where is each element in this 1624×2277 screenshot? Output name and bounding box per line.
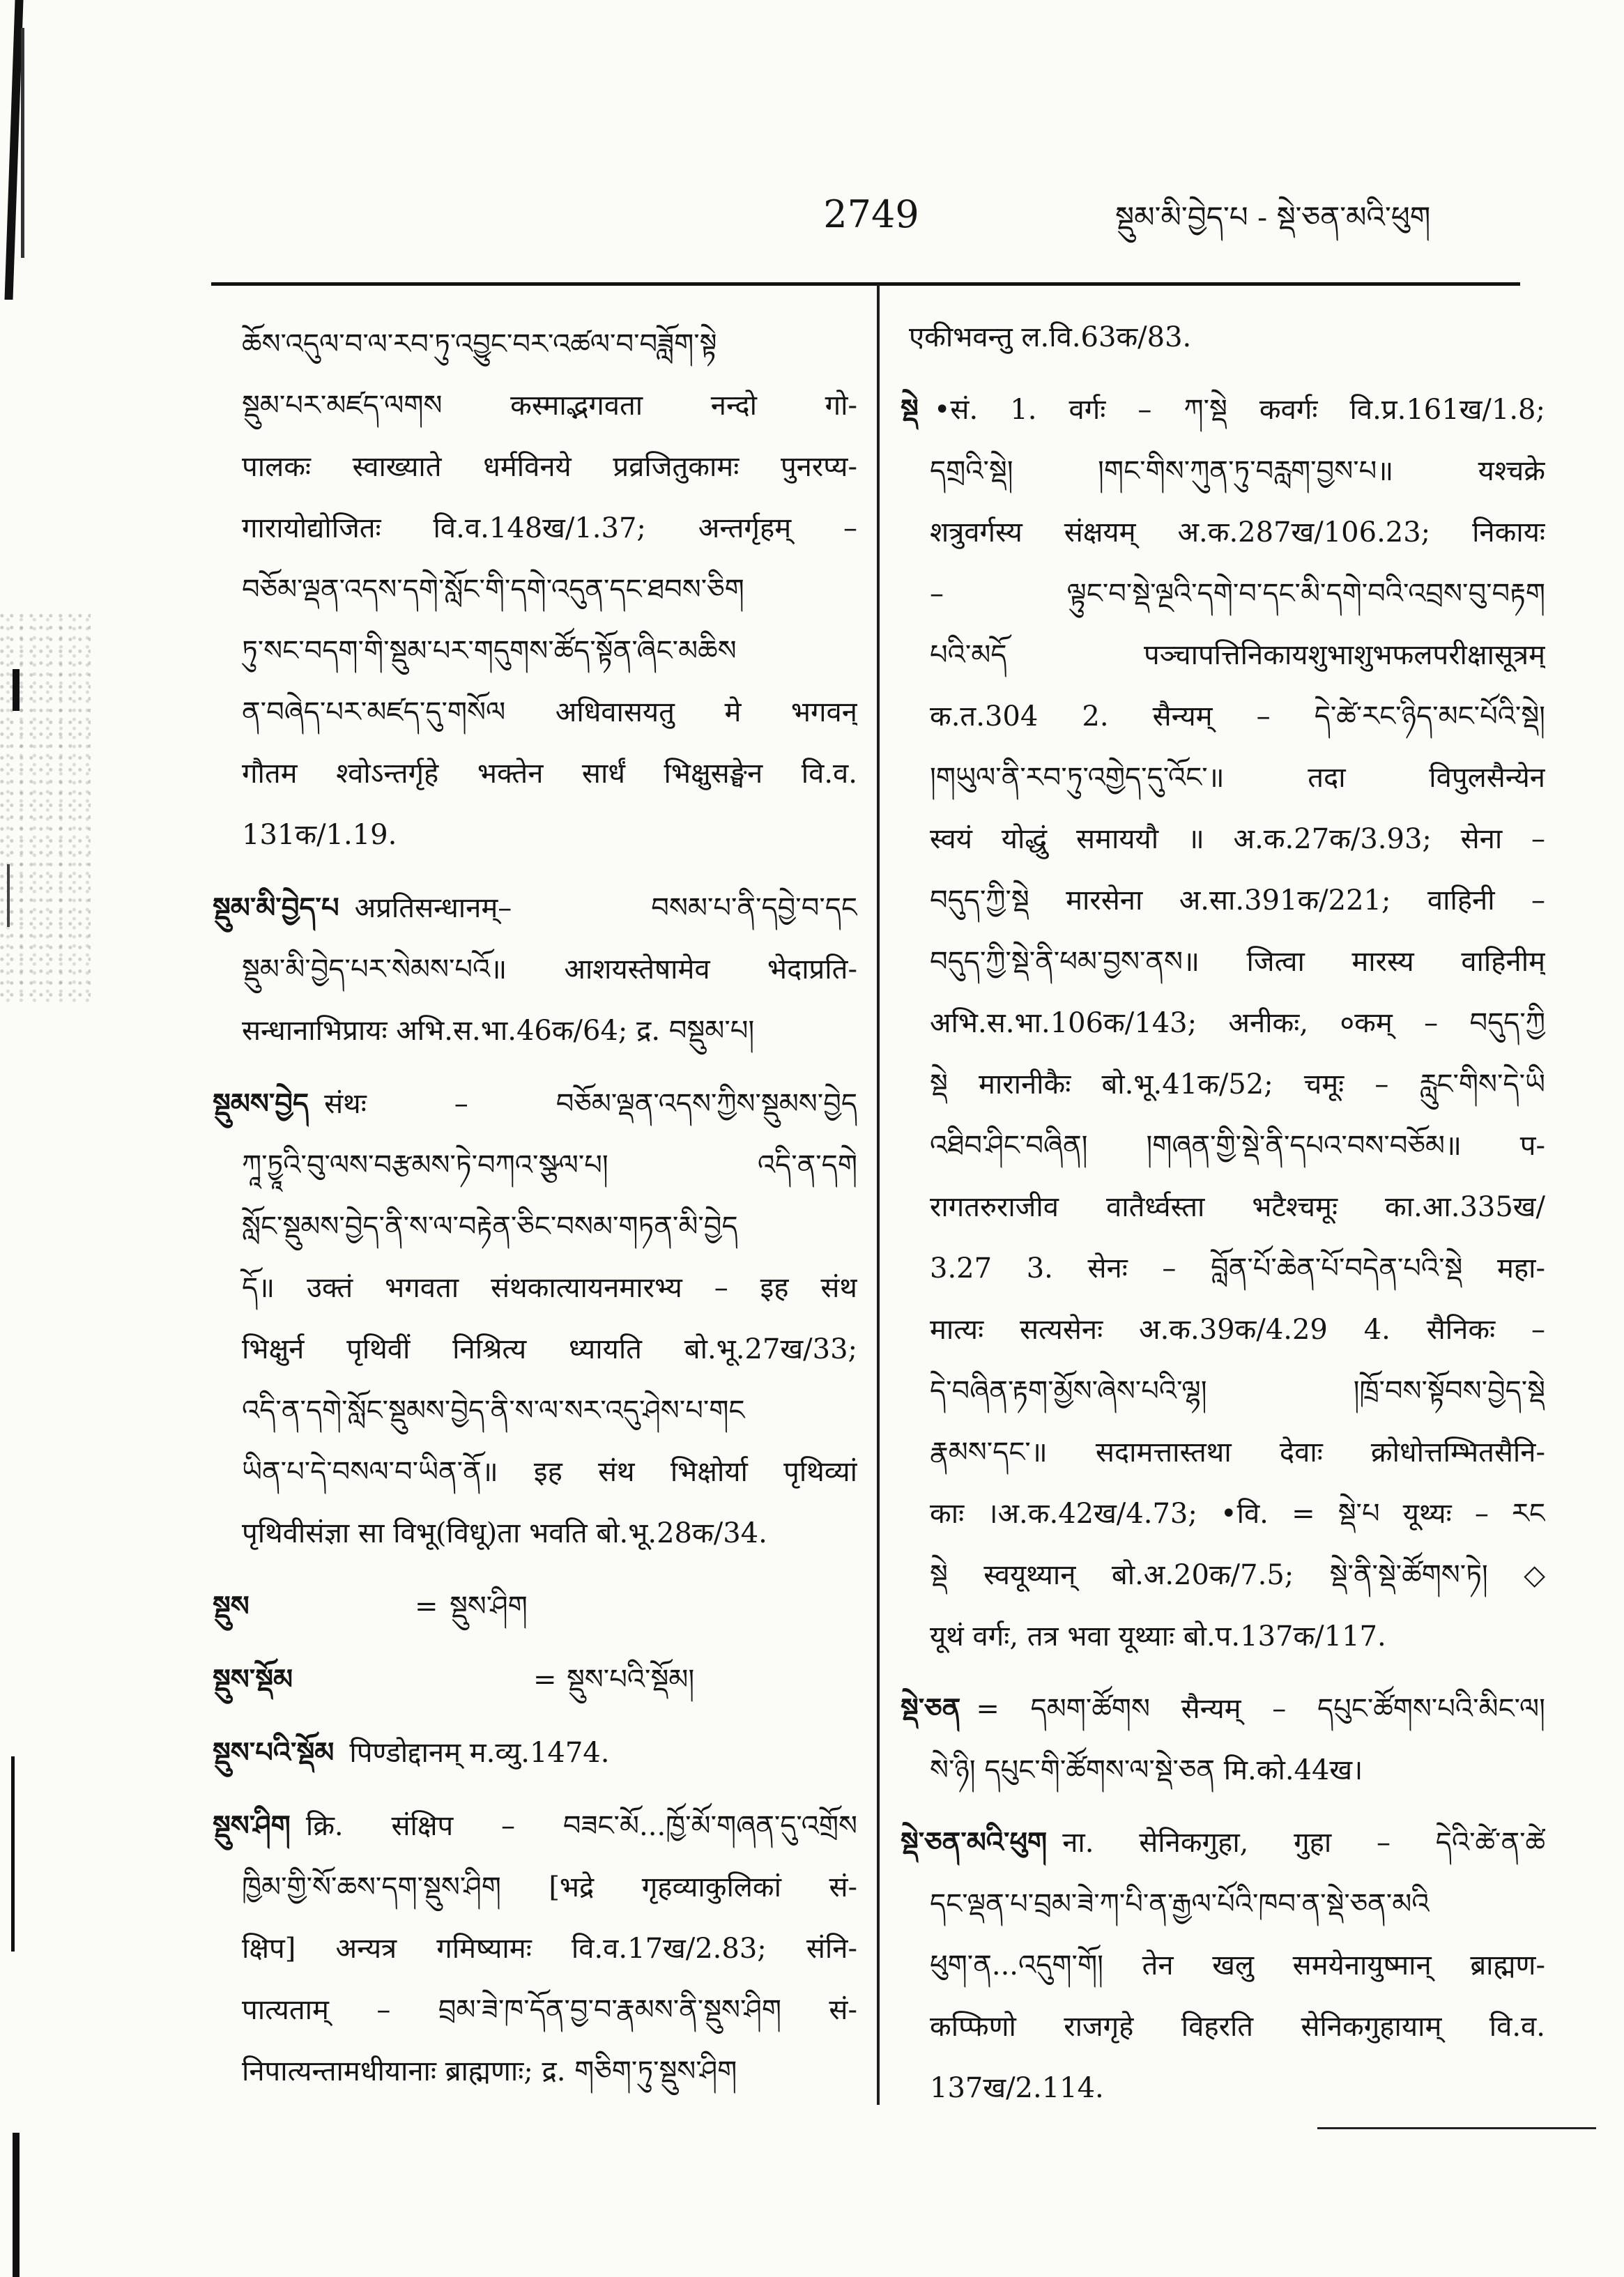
entry-text: अप्रतिसन्धानम्– བསམ་པ་ནི་དབྱེ་བ་དང bbox=[354, 892, 857, 924]
headword: སྡེ་ཅན་མའི་ཕུག bbox=[901, 1826, 1048, 1859]
entry-line: शत्रुवर्गस्य संक्षयम् अ.क.287ख/106.23; निकायः bbox=[930, 516, 1545, 549]
dictionary-entry bbox=[213, 1795, 857, 2102]
entry-line: བདུད་ཀྱི་སྡེ मारसेना अ.सा.391क/221; वाहिनी – bbox=[930, 884, 1545, 917]
entry-line: – ལྟུང་བ་སྡེ་ལྔའི་དགེ་བ་དང་མི་དགེ་བའི་འབྲས་བུ་བརྟག bbox=[930, 578, 1545, 610]
entry-line: अभि.स.भा.106क/143; अनीकः, ०कम् – བདུད་ཀྱི bbox=[930, 1007, 1545, 1039]
entry-line: སྡེ मारानीकैः बो.भू.41क/52; चमूः – རླུང་གིས་དེ་ཡི bbox=[930, 1068, 1545, 1101]
entry-line: क.त.304 2. सैन्यम् – དེ་ཚེ་རང་ཉིད་མང་པོའི་སྡེ། bbox=[930, 700, 1545, 733]
entry-line: བཅོམ་ལྡན་འདས་དགེ་སློང་གི་དགེ་འདུན་དང་ཐབས་ཅིག bbox=[242, 574, 744, 606]
entry-text: = དམག་ཚོགས सैन्यम् – དཔུང་ཚོགས་པའི་མིང་ལ། bbox=[976, 1693, 1545, 1725]
entry-line: པའི་མདོ पञ्चापत्तिनिकायशुभाशुभफलपरीक्षासूत्रम् bbox=[930, 639, 1545, 671]
headword: སྡུས་སྡོམ bbox=[213, 1663, 293, 1696]
scan-edge-mark bbox=[13, 669, 20, 711]
entry-first-line bbox=[901, 379, 1545, 440]
entry-line: गौतम श्वोऽन्तर्गृहे भक्तेन सार्धं भिक्षुसङ्घेन वि.व. bbox=[242, 758, 857, 790]
headword: སྡུས་པའི་སྡོམ bbox=[213, 1736, 335, 1769]
entry-first-line bbox=[213, 1576, 857, 1637]
entry-line: यूथं वर्गः, तत्र भवा यूथ्याः बो.प.137क/117. bbox=[930, 1620, 1386, 1653]
entry-line: འདི་ན་དགེ་སློང་སྡུམས་བྱེད་ནི་ས་ལ་སར་འདུ་ཤེས་པ་གང bbox=[242, 1395, 745, 1427]
equals-sign: = bbox=[415, 1590, 438, 1623]
scan-edge-line bbox=[11, 1756, 15, 1952]
entry-first-line bbox=[901, 1812, 1545, 1873]
entry-line: कप्फिणो राजगृहे विहरति सेनिकगुहायाम् वि.व. bbox=[930, 2011, 1545, 2043]
entry-line: ཏུ་སང་བདག་གི་སྡུམ་པར་གདུགས་ཚོད་སྟོན་ཞིང་མཆིས bbox=[242, 635, 737, 667]
entry-line: །གཡུལ་ནི་རབ་ཏུ་འགྱེད་དུ་འོང༌॥ तदा विपुलसैन्येन bbox=[930, 762, 1545, 794]
continued-entry bbox=[901, 307, 1545, 368]
entry-line: रागतरुराजीव वातैर्ध्वस्ता भटैश्चमूः का.आ.335ख/ bbox=[930, 1191, 1545, 1223]
entry-line: དང་ལྡན་པ་བྲམ་ཟེ་ཀ་པི་ན་རྒྱལ་པོའི་ཁབ་ན་སྡེ་ཅན་མའི bbox=[930, 1888, 1430, 1920]
scan-edge-mark bbox=[7, 864, 10, 927]
entry-first-line bbox=[213, 1073, 857, 1135]
headword: སྡེ་ཅན bbox=[901, 1692, 961, 1725]
entry-line: སྡུམ་པར་མཛད་ལགས कस्माद्भगवता नन्दो गो- bbox=[242, 390, 857, 422]
dictionary-entry bbox=[213, 877, 857, 1061]
dictionary-entry bbox=[213, 1722, 857, 1784]
entry-first-line bbox=[213, 1722, 857, 1784]
entry-line: ཀཱ་ཏྱཱའི་བུ་ལས་བརྩམས་ཏེ་བཀའ་སྩལ་པ། འདི་ན་དགེ bbox=[242, 1149, 857, 1181]
entry-text: •सं. 1. वर्गः – ཀ་སྡེ कवर्गः वि.प्र.161ख/1.8; bbox=[933, 394, 1545, 426]
entry-text: संथः – བཅོམ་ལྡན་འདས་ཀྱིས་སྡུམས་བྱེད bbox=[324, 1088, 857, 1120]
dictionary-entry bbox=[901, 379, 1545, 1667]
headword: སྡུམས་བྱེད bbox=[213, 1087, 309, 1120]
scan-edge-shadow bbox=[21, 28, 24, 258]
cross-reference-entry bbox=[213, 1576, 857, 1637]
entry-line: དགྲའི་སྡེ། །གང་གིས་ཀུན་ཏུ་བརླག་བྱས་པ॥ यश्चक्रे bbox=[930, 455, 1545, 487]
entry-line: स्वयं योद्धुं समाययौ ॥ अ.क.27क/3.93; सेना – bbox=[930, 823, 1545, 855]
entry-line: ཁྱིམ་གྱི་སོ་ཆས་དག་སྡུས་ཤིག [भद्रे गृहव्याकुलिकां सं- bbox=[242, 1871, 857, 1903]
entry-text: ना. सेनिकगुहा, गुहा – དེའི་ཚེ་ན་ཚེ bbox=[1062, 1827, 1545, 1859]
cross-reference: སྡུས་ཤིག bbox=[450, 1590, 528, 1623]
entry-line: सन्धानाभिप्रायः अभि.स.भा.46क/64; द्र. བསྡུམ་པ། bbox=[242, 1015, 755, 1047]
scan-edge-line bbox=[13, 2133, 20, 2277]
entry-line: བདུད་ཀྱི་སྡེ་ནི་ཕམ་བྱས་ནས॥ जित्वा मारस्य वाहिनीम् bbox=[930, 946, 1545, 978]
entry-first-line bbox=[213, 1649, 857, 1710]
headword: སྡེ bbox=[901, 393, 919, 426]
entry-first-line bbox=[213, 877, 857, 939]
right-column bbox=[901, 307, 1545, 2140]
entry-line: 3.27 3. सेनः – བློན་པོ་ཆེན་པོ་བདེན་པའི་སྡེ महा- bbox=[930, 1252, 1545, 1285]
entry-line: ན་བཞེད་པར་མཛད་དུ་གསོལ अधिवासयतु मे भगवन् bbox=[242, 696, 857, 728]
entry-line: སྡེ स्वयूथ्यान् बो.अ.20क/7.5; སྡེ་ནི་སྡེ་ཚོགས་ཏེ། ◇ bbox=[930, 1559, 1545, 1591]
entry-first-line bbox=[213, 1795, 857, 1857]
running-head: སྡུམ་མི་བྱེད་པ - སྡེ་ཅན་མའི་ཕུག bbox=[1115, 200, 1431, 234]
left-column bbox=[213, 314, 857, 2140]
entry-line: 137ख/2.114. bbox=[930, 2072, 1104, 2104]
entry-text: क्रि. संक्षिप – བཟང་མོ...ཁྱོ་མོ་གཞན་དུ་འགྲོས bbox=[305, 1810, 857, 1842]
top-rule bbox=[211, 282, 1520, 286]
entry-line: काः ।अ.क.42ख/4.73; •वि. = སྡེ་པ यूथ्यः – རང bbox=[930, 1498, 1545, 1530]
entry-first-line bbox=[901, 1678, 1545, 1740]
entry-line: क्षिप] अन्यत्र गमिष्यामः वि.व.17ख/2.83; संनि- bbox=[242, 1933, 857, 1965]
entry-line: དེ་བཞིན་རྟག་མྱོས་ཞེས་པའི་ལྷ། །ཁྲོ་བས་སྟོབས་བྱེད་སྡེ bbox=[930, 1375, 1545, 1407]
entry-line: गारायोद्योजितः वि.व.148ख/1.37; अन्तर्गृहम् – bbox=[242, 512, 857, 544]
entry-line: འཐིབ་ཤིང་བཞིན། །གཞན་གྱི་སྡེ་ནི་དཔའ་བས་བཅོམ॥ प- bbox=[930, 1130, 1545, 1162]
dictionary-entry bbox=[213, 1073, 857, 1564]
entry-line: पालकः स्वाख्याते धर्मविनये प्रव्रजितुकामः पुनरप्य- bbox=[242, 451, 857, 483]
equals-sign: = bbox=[533, 1664, 557, 1696]
entry-line: पात्यताम् – བྲམ་ཟེ་ཁ་དོན་བྱ་བ་རྣམས་ནི་སྡུས་ཤིག सं- bbox=[242, 1994, 857, 2026]
column-divider bbox=[877, 284, 880, 2105]
entry-line: भिक्षुर्न पृथिवीं निश्रित्य ध्यायति बो.भू.27ख/33; bbox=[242, 1333, 857, 1365]
headword: སྡུས་ཤིག bbox=[213, 1809, 291, 1842]
entry-line: དོ॥ उक्तं भगवता संथकात्यायनमारभ्य – इह संथ bbox=[242, 1272, 857, 1304]
page-number: 2749 bbox=[823, 192, 919, 236]
entry-line: སློང་སྡུམས་བྱེད་ནི་ས་ལ་བརྟེན་ཅིང་བསམ་གཏན་མི་བྱེད bbox=[242, 1211, 738, 1243]
entry-line: སྡུམ་མི་བྱེད་པར་སེམས་པའོ॥ आशयस्तेषामेव भेदाप्रति- bbox=[242, 953, 857, 986]
entry-line: मात्यः सत्यसेनः अ.क.39क/4.29 4. सैनिकः – bbox=[930, 1314, 1545, 1346]
entry-line: ཡིན་པ་དེ་བསལ་བ་ཡིན་ནོ॥ इह संथ भिक्षोर्या पृथिव्यां bbox=[242, 1456, 857, 1488]
cross-reference-entry bbox=[213, 1649, 857, 1710]
headword: སྡུམ་མི་བྱེད་པ bbox=[213, 891, 339, 924]
dictionary-entry bbox=[901, 1678, 1545, 1801]
entry-line: ཕུག་ན...འདུག་གོ། तेन खलु समयेनायुष्मान् ब्राह्मण- bbox=[930, 1949, 1545, 1981]
entry-line: ཆོས་འདུལ་བ་ལ་རབ་ཏུ་འབྱུང་བར་འཚལ་བ་བཟློག་སྟེ bbox=[242, 328, 717, 360]
dictionary-entry bbox=[901, 1812, 1545, 2119]
entry-line: སེ་ཉི། དཔུང་གི་ཚོགས་ལ་སྡེ་ཅན मि.को.44ख। bbox=[930, 1754, 1363, 1786]
entry-text: पिण्डोद्दानम् म.व्यु.1474. bbox=[349, 1737, 610, 1769]
entry-line: 131क/1.19. bbox=[242, 819, 397, 851]
entry-line: पृथिवीसंज्ञा सा विभू(विधू)ता भवति बो.भू.28क/34. bbox=[242, 1517, 767, 1549]
entry-line: རྣམས་དང༌॥ सदामत्तास्तथा देवाः क्रोधोत्तम्भितसैनि- bbox=[930, 1436, 1545, 1469]
headword: སྡུས bbox=[213, 1590, 250, 1623]
entry-line: निपात्यन्तामधीयानाः ब्राह्मणाः; द्र. གཅིག་ཏུ་སྡུས་ཤིག bbox=[242, 2055, 737, 2087]
entry-line: एकीभवन्तु ल.वि.63क/83. bbox=[909, 321, 1192, 353]
continued-entry bbox=[213, 314, 857, 866]
cross-reference: སྡུས་པའི་སྡོམ། bbox=[567, 1664, 695, 1696]
